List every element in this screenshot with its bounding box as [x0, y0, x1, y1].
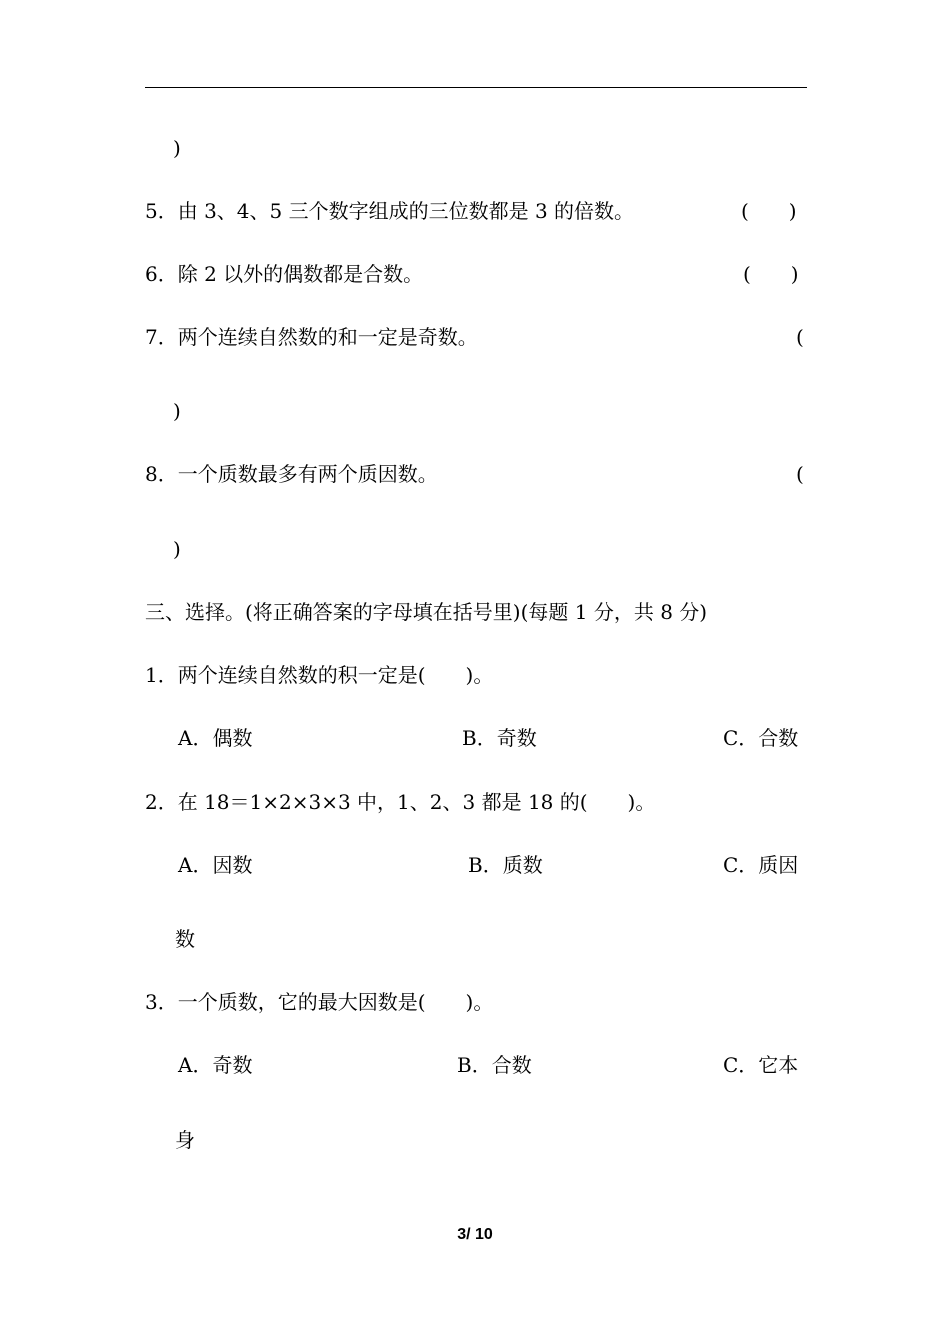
answer-bracket-5: ( ) [741, 199, 797, 223]
answer-bracket-open-8: ( [796, 462, 804, 486]
option-c-2: C．质因 [723, 853, 799, 877]
answer-bracket-close-8: ) [173, 537, 181, 561]
option-c-3-wrap: 身 [175, 1128, 195, 1152]
choice-question-2: 2．在 18＝1×2×3×3 中，1、2、3 都是 18 的( )。 [145, 790, 656, 814]
answer-bracket-close-7: ) [173, 399, 181, 423]
option-c-1: C．合数 [723, 726, 799, 750]
judge-question-5: 5．由 3、4、5 三个数字组成的三位数都是 3 的倍数。 [145, 199, 635, 223]
option-c-3: C．它本 [723, 1053, 799, 1077]
section-heading: 三、选择。(将正确答案的字母填在括号里)(每题 1 分，共 8 分) [145, 600, 708, 624]
wrapped-bracket: ) [173, 136, 181, 160]
judge-question-6: 6．除 2 以外的偶数都是合数。 [145, 262, 424, 286]
choice-question-1: 1．两个连续自然数的积一定是( )。 [145, 663, 494, 687]
option-b-1: B．奇数 [462, 726, 537, 750]
option-b-2: B．质数 [468, 853, 543, 877]
page-number: 3/ 10 [457, 1226, 493, 1243]
option-b-3: B．合数 [457, 1053, 532, 1077]
judge-question-7: 7．两个连续自然数的和一定是奇数。 [145, 325, 478, 349]
choice-question-3: 3．一个质数，它的最大因数是( )。 [145, 990, 494, 1014]
option-a-3: A．奇数 [178, 1053, 253, 1077]
option-a-1: A．偶数 [178, 726, 253, 750]
option-a-2: A．因数 [178, 853, 253, 877]
header-rule [145, 87, 807, 88]
answer-bracket-6: ( ) [743, 262, 799, 286]
answer-bracket-open-7: ( [796, 325, 804, 349]
judge-question-8: 8．一个质数最多有两个质因数。 [145, 462, 438, 486]
option-c-2-wrap: 数 [175, 927, 195, 951]
